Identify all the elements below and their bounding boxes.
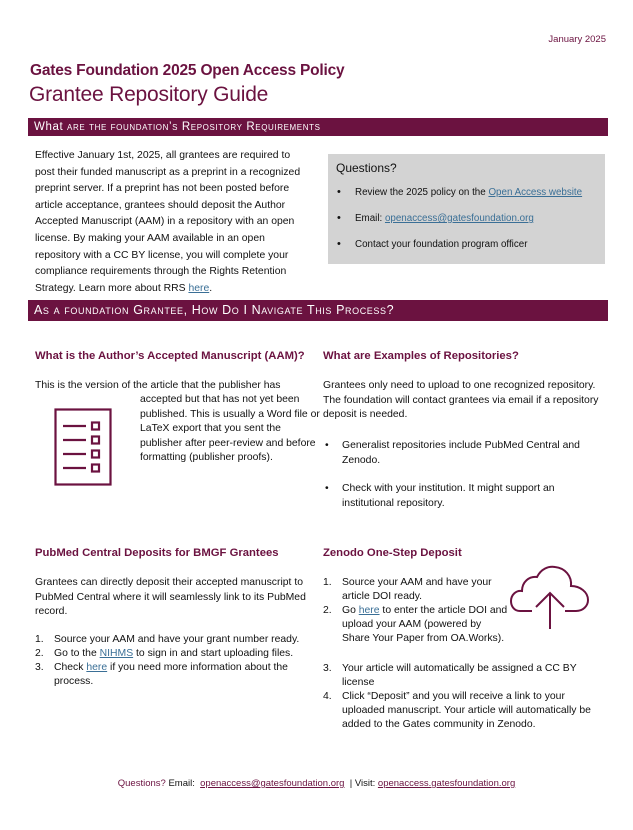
pubmed-text: Grantees can directly deposit their accepted manuscript to PubMed Central where it will seamlessly link to its PubMed record. (35, 577, 306, 617)
aam-heading: What is the Author’s Accepted Manuscript (AAM)? (35, 350, 305, 362)
zenodo-steps-b (323, 662, 608, 732)
step-text: Your article will automatically be assigned a CC BY license (342, 663, 577, 688)
rrs-here-link[interactable]: here (188, 282, 210, 294)
footer-questions: Questions? (117, 778, 166, 789)
zenodo-step (323, 662, 608, 690)
repos-bullet: • Generalist repositories include PubMed Central and Zenodo. (323, 439, 608, 468)
repos-text: Grantees only need to upload to one recognized repository. The foundation will contact grantees via email if a repository deposit is needed. (323, 380, 599, 420)
step-text: Source your AAM and have your grant number ready. (54, 634, 300, 645)
pubmed-steps (35, 633, 315, 689)
section-band-requirements (28, 118, 608, 136)
pubmed-step (35, 647, 315, 661)
step-text: Source your AAM and have your article DOI ready. (342, 577, 492, 602)
step-number: 2. (35, 648, 44, 659)
step-text: Check (54, 662, 87, 673)
document-title: Gates Foundation 2025 Open Access Policy (30, 62, 345, 79)
step-text: Go (342, 605, 359, 616)
questions-item-text: Contact your foundation program officer (355, 239, 528, 250)
aam-text-line1: This is the version of the article that the publisher has (35, 380, 281, 391)
step-text: Click “Deposit” and you will receive a link to your uploaded manuscript. Your article will automatically be added to the Gates community in Zenodo. (342, 691, 591, 730)
intro-text: Effective January 1st, 2025, all grantees are required to post their funded manuscript as a preprint in a recognized preprint server. If a preprint has not been posted before article acceptance, grantees should deposit the Author Accepted Manuscript (AAM) in a repository with an open license. By making your AAM available in an open repository with a CC BY license, you will complete your compliance requirements through the Rights Retention Strategy. Learn more about RRS (35, 150, 301, 294)
section-band-navigate (28, 300, 608, 321)
step-text: to sign in and start uploading files. (133, 648, 294, 659)
step-number: 3. (323, 663, 332, 674)
questions-item-text: Review the 2025 policy on the (355, 187, 489, 198)
band-label-lead: What (34, 121, 64, 133)
questions-item-text: Email: (355, 213, 385, 224)
step-number: 4. (323, 691, 332, 702)
footer-visit-label: | Visit: (344, 778, 378, 789)
nihms-link[interactable]: NIHMS (99, 648, 134, 659)
pubmed-step (35, 661, 315, 689)
zenodo-steps-a (323, 576, 508, 646)
questions-item (336, 187, 597, 198)
intro-end: . (209, 282, 213, 294)
step-number: 3. (35, 662, 44, 673)
pubmed-step (35, 633, 315, 647)
step-text: Go to the (54, 648, 100, 659)
step-number: 2. (323, 605, 332, 616)
repos-bullets (323, 439, 608, 525)
step-number: 1. (323, 577, 332, 588)
footer-email-label: Email: (165, 778, 201, 789)
questions-item (336, 213, 597, 224)
questions-box-title: Questions? (336, 161, 397, 175)
step-text: if you need more information about the process. (54, 662, 288, 687)
zenodo-step (323, 604, 508, 646)
document-subtitle: Grantee Repository Guide (29, 83, 269, 106)
band-label: As a foundation Grantee, How Do I Navigate This Process? (34, 303, 395, 317)
pubmed-heading: PubMed Central Deposits for BMGF Grantees (35, 547, 279, 559)
step-number: 1. (35, 634, 44, 645)
footer-email-link[interactable]: openaccess@gatesfoundation.org (200, 778, 345, 789)
questions-item (336, 239, 597, 250)
zenodo-here-link[interactable]: here (358, 605, 380, 616)
band-label-rest: are the foundation’s Repository Requirements (63, 121, 321, 133)
aam-text-rest: accepted but that has not yet been published. This is usually a Word file or LaTeX export that you sent the publisher after peer-review and before formatting (publisher proofs). (140, 394, 320, 463)
footer-website-link[interactable]: openaccess.gatesfoundation.org (377, 778, 516, 789)
zenodo-step (323, 576, 508, 604)
pubmed-here-link[interactable]: here (86, 662, 108, 673)
repos-bullet: • Check with your institution. It might support an institutional repository. (323, 482, 608, 511)
step-text: to enter the article DOI and upload your AAM (powered by Share Your Paper from OA.Works). (342, 605, 508, 644)
checklist-document-icon (54, 408, 112, 486)
footer (0, 778, 633, 789)
email-link[interactable]: openaccess@gatesfoundation.org (384, 213, 534, 224)
zenodo-heading: Zenodo One-Step Deposit (323, 547, 462, 559)
repos-heading: What are Examples of Repositories? (323, 350, 519, 362)
document-date: January 2025 (548, 34, 606, 45)
cloud-upload-icon (510, 565, 590, 630)
open-access-website-link[interactable]: Open Access website (488, 187, 583, 198)
zenodo-step (323, 690, 608, 732)
requirements-intro (35, 148, 310, 297)
questions-box (328, 154, 605, 264)
